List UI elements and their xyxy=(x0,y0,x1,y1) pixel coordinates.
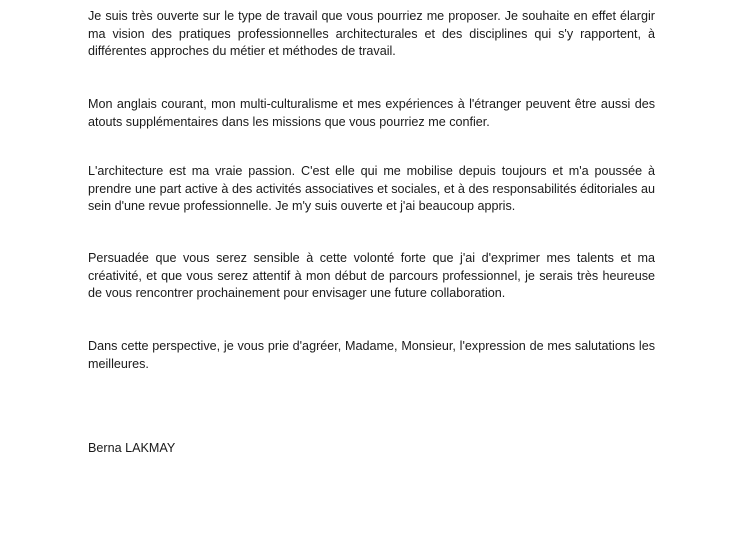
paragraph-closing-salutation: Dans cette perspective, je vous prie d'agréer, Madame, Monsieur, l'expression de mes salutations les meilleures. xyxy=(88,339,655,371)
paragraph-motivation: Persuadée que vous serez sensible à cette volonté forte que j'ai d'exprimer mes talents et ma créativité, et que vous serez attentif à mon début de parcours professionnel, je serais très heureuse de vous rencontrer prochainement pour envisager une future collaboration. xyxy=(88,251,655,300)
paragraph-architecture-passion: L'architecture est ma vraie passion. C'est elle qui me mobilise depuis toujours et m'a poussée à prendre une part active à des activités associatives et sociales, et à des responsabilités éditoriales au sein d'une revue professionnelle. Je m'y suis ouverte et j'ai beaucoup appris. xyxy=(88,164,655,213)
paragraph-languages: Mon anglais courant, mon multi-culturalisme et mes expériences à l'étranger peuvent être aussi des atouts supplémentaires dans les missions que vous pourriez me confier. xyxy=(88,97,655,129)
signature-name: Berna LAKMAY xyxy=(88,441,176,455)
paragraph-work-openness: Je suis très ouverte sur le type de travail que vous pourriez me proposer. Je souhaite en effet élargir ma vision des pratiques professionnelles architecturales et des disciplines qui s'y rapportent, à différentes approches du métier et méthodes de travail. xyxy=(88,9,655,58)
